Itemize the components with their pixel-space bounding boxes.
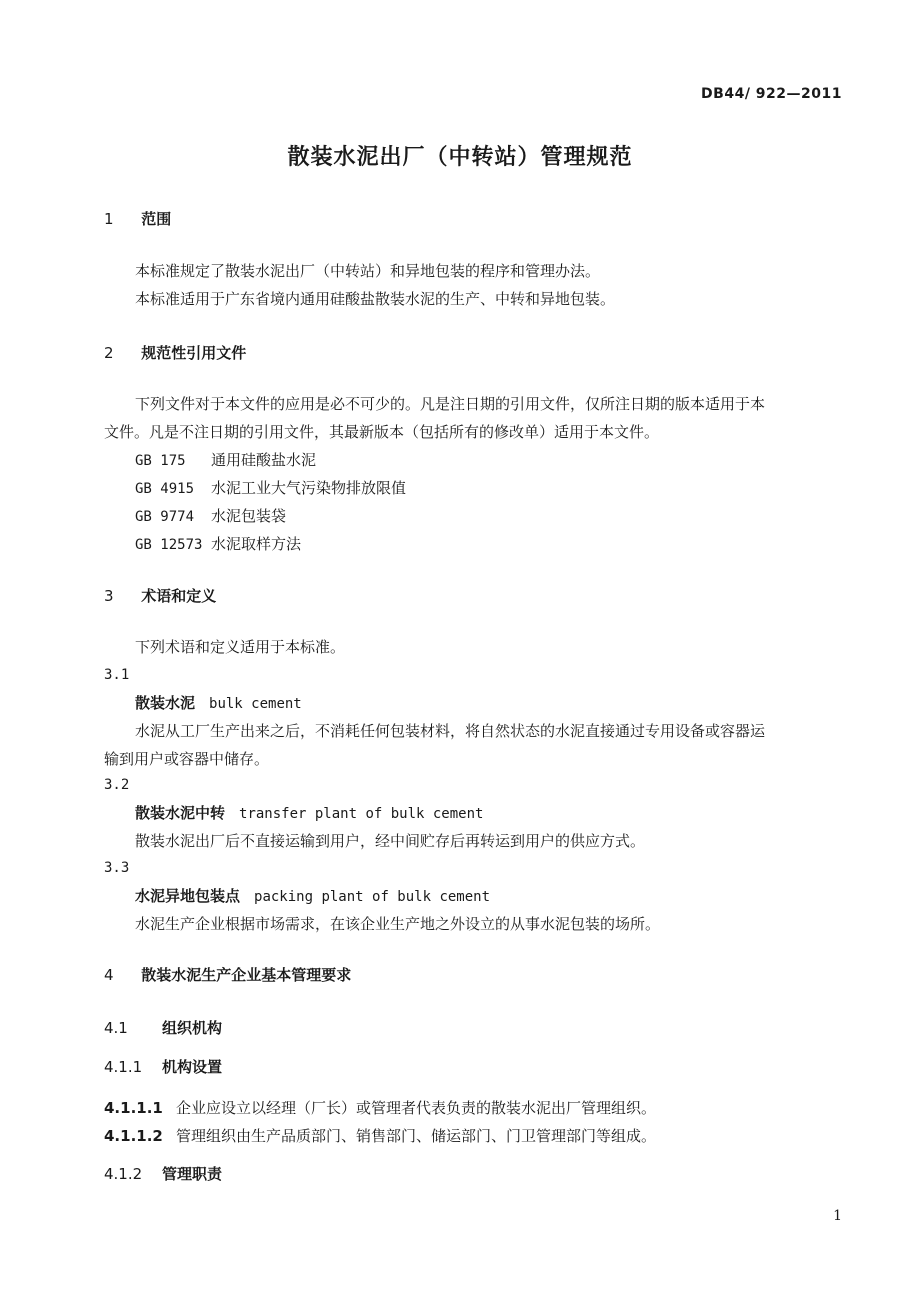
section-title: 管理职责 bbox=[162, 1165, 223, 1183]
clause-4-1-1-1 bbox=[104, 1097, 656, 1118]
reference-code: GB 175 bbox=[135, 453, 186, 469]
reference-code: GB 12573 bbox=[135, 537, 203, 553]
reference-row bbox=[135, 477, 406, 498]
section-number: 1 bbox=[104, 210, 114, 228]
reference-row bbox=[135, 505, 286, 526]
term-number: 3.3 bbox=[104, 860, 130, 876]
section-1-heading bbox=[104, 208, 171, 229]
term-english: packing plant of bulk cement bbox=[254, 889, 491, 905]
definition-line: 水泥从工厂生产出来之后，不消耗任何包装材料，将自然状态的水泥直接通过专用设备或容器运 bbox=[135, 722, 766, 740]
section-number: 4.1.2 bbox=[104, 1165, 143, 1183]
term-chinese: 散装水泥 bbox=[135, 694, 196, 712]
term-english: bulk cement bbox=[209, 696, 302, 712]
section-title: 范围 bbox=[141, 210, 172, 228]
reference-row bbox=[135, 449, 316, 470]
reference-name: 水泥工业大气污染物排放限值 bbox=[211, 479, 407, 497]
section-title: 组织机构 bbox=[162, 1019, 223, 1037]
subsection-4-1-heading bbox=[104, 1017, 222, 1038]
section-title: 术语和定义 bbox=[141, 587, 217, 605]
section-number: 4.1.1 bbox=[104, 1058, 143, 1076]
definition-line: 散装水泥出厂后不直接运输到用户，经中间贮存后再转运到用户的供应方式。 bbox=[135, 832, 646, 850]
section-number: 3 bbox=[104, 587, 114, 605]
paragraph: 下列术语和定义适用于本标准。 bbox=[135, 638, 346, 656]
reference-name: 通用硅酸盐水泥 bbox=[211, 451, 317, 469]
term-definition bbox=[104, 910, 844, 938]
paragraph-line: 下列文件对于本文件的应用是必不可少的。凡是注日期的引用文件，仅所注日期的版本适用于本 bbox=[135, 395, 766, 413]
reference-name: 水泥取样方法 bbox=[211, 535, 302, 553]
standard-number: DB44/ 922—2011 bbox=[701, 86, 842, 102]
reference-code: GB 9774 bbox=[135, 509, 195, 525]
term-number: 3.2 bbox=[104, 777, 130, 793]
section-title: 散装水泥生产企业基本管理要求 bbox=[141, 966, 352, 984]
reference-code: GB 4915 bbox=[135, 481, 195, 497]
reference-name: 水泥包装袋 bbox=[211, 507, 287, 525]
term-definition bbox=[104, 827, 844, 855]
section-number: 2 bbox=[104, 344, 114, 362]
term-definition bbox=[104, 717, 844, 773]
section-title: 机构设置 bbox=[162, 1058, 223, 1076]
clause-4-1-1-2 bbox=[104, 1125, 656, 1146]
section-number: 4.1 bbox=[104, 1019, 128, 1037]
definition-line: 输到用户或容器中储存。 bbox=[104, 750, 270, 768]
section-3-heading bbox=[104, 585, 216, 606]
page-number: 1 bbox=[833, 1208, 842, 1224]
paragraph: 本标准适用于广东省境内通用硅酸盐散装水泥的生产、中转和异地包装。 bbox=[135, 290, 616, 308]
term-number: 3.1 bbox=[104, 667, 130, 683]
clause-number: 4.1.1.1 bbox=[104, 1099, 163, 1117]
clause-text: 管理组织由生产品质部门、销售部门、储运部门、门卫管理部门等组成。 bbox=[176, 1127, 657, 1145]
section-2-heading bbox=[104, 342, 246, 363]
term-chinese: 水泥异地包装点 bbox=[135, 887, 241, 905]
subsection-4-1-1-heading bbox=[104, 1056, 222, 1077]
paragraph: 本标准规定了散装水泥出厂（中转站）和异地包装的程序和管理办法。 bbox=[135, 262, 601, 280]
section-title: 规范性引用文件 bbox=[141, 344, 247, 362]
term-english: transfer plant of bulk cement bbox=[239, 806, 484, 822]
reference-row bbox=[135, 533, 301, 554]
definition-line: 水泥生产企业根据市场需求，在该企业生产地之外设立的从事水泥包装的场所。 bbox=[135, 915, 661, 933]
term-title bbox=[135, 885, 490, 906]
clause-text: 企业应设立以经理（厂长）或管理者代表负责的散装水泥出厂管理组织。 bbox=[176, 1099, 657, 1117]
term-chinese: 散装水泥中转 bbox=[135, 804, 226, 822]
section-number: 4 bbox=[104, 966, 114, 984]
section-4-heading bbox=[104, 964, 351, 985]
subsection-4-1-2-heading bbox=[104, 1163, 222, 1184]
clause-number: 4.1.1.2 bbox=[104, 1127, 163, 1145]
section-2-body bbox=[104, 390, 844, 446]
document-title: 散装水泥出厂（中转站）管理规范 bbox=[287, 145, 633, 170]
term-title bbox=[135, 692, 302, 713]
section-3-intro bbox=[104, 633, 844, 661]
section-1-body bbox=[104, 257, 844, 313]
paragraph-line: 文件。凡是不注日期的引用文件，其最新版本（包括所有的修改单）适用于本文件。 bbox=[104, 423, 660, 441]
term-title bbox=[135, 802, 483, 823]
